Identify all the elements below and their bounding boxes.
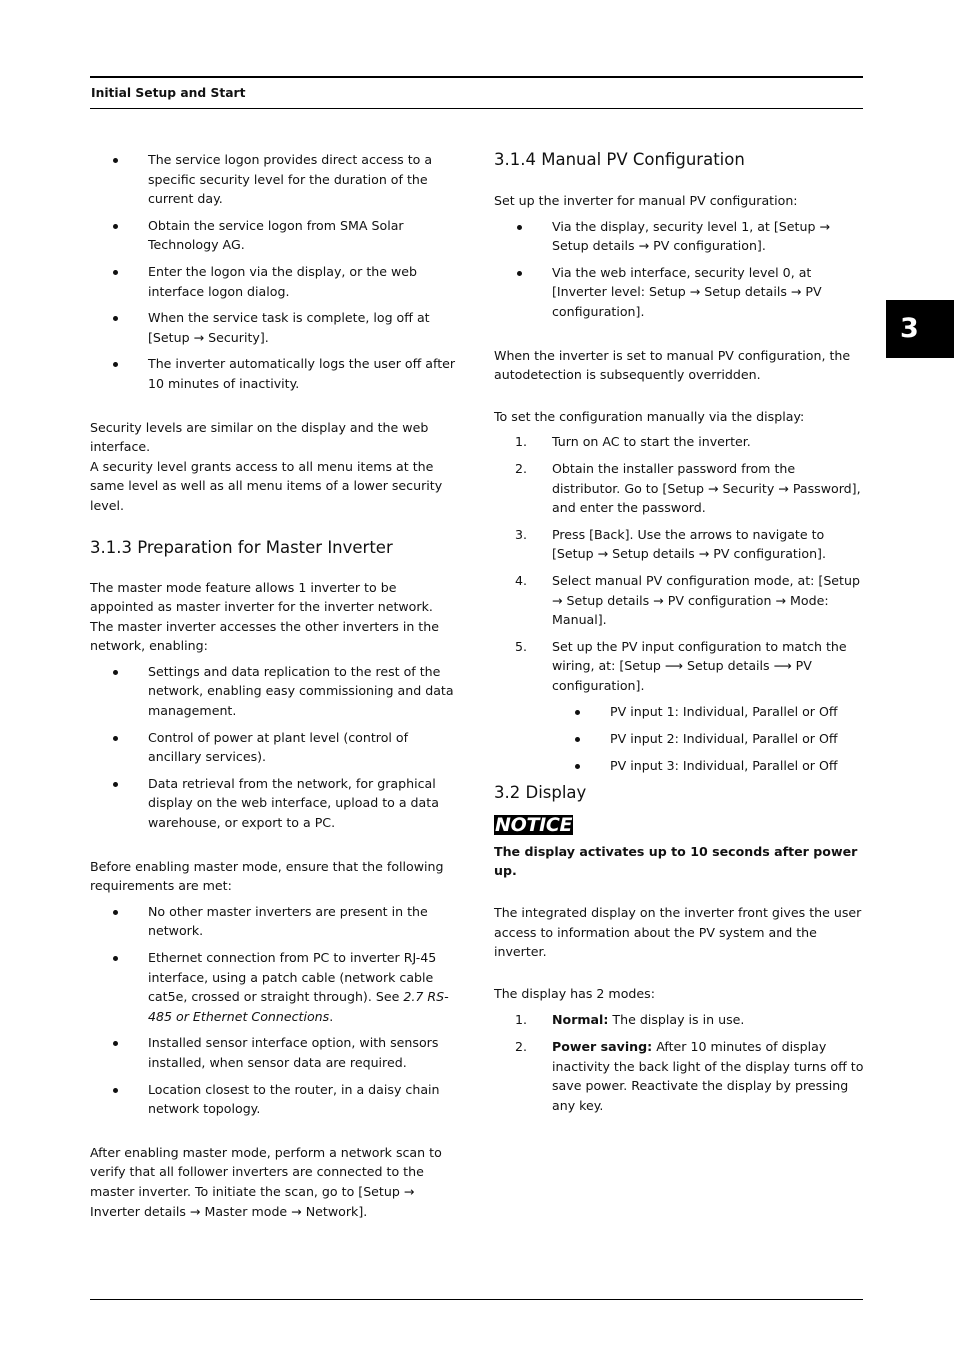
header-top-rule (90, 76, 863, 78)
list-item: PV input 1: Individual, Parallel or Off (494, 702, 866, 722)
list-item: 4. Select manual PV configuration mode, at: [Setup → Setup details → PV configuration → Mode: Manual]. (515, 572, 860, 628)
network-scan-paragraph: After enabling master mode, perform a network scan to verify that all follower inverters are connected to the master inverter. To initiate the scan, go to [Setup → Inverter details → Master mode → Network]. (90, 1144, 442, 1219)
list-item: The inverter automatically logs the user off after 10 minutes of inactivity. (90, 354, 462, 393)
bullet-icon (113, 316, 118, 321)
notice-label: NOTICE (495, 814, 573, 837)
service-logon-list (90, 150, 462, 394)
right-column (494, 149, 866, 1122)
list-item: 1. Turn on AC to start the inverter. (515, 434, 751, 450)
bullet-icon (113, 670, 118, 675)
bullet-icon (113, 362, 118, 367)
master-intro-paragraph: The master mode feature allows 1 inverter to be appointed as master inverter for the inverter network. (90, 579, 433, 615)
list-item: Via the display, security level 1, at [Setup → Setup details → PV configuration]. (494, 217, 866, 256)
section-heading-3-1-4: 3.1.4 Manual PV Configuration (494, 150, 745, 169)
bullet-icon (517, 271, 522, 276)
list-item: 2. Obtain the installer password from the distributor. Go to [Setup → Security → Password], and enter the password. (515, 460, 861, 516)
list-item: Via the web interface, security level 0, at [Inverter level: Setup → Setup details → PV configuration]. (494, 263, 866, 322)
display-modes-intro: The display has 2 modes: (494, 985, 655, 1001)
pv-input-list (494, 702, 866, 775)
list-item: The service logon provides direct access to a specific security level for the duration of the current day. (90, 150, 462, 209)
cross-reference-link[interactable]: 2.7 RS-485 or Ethernet Connections (148, 989, 449, 1024)
security-paragraph: Security levels are similar on the display and the web interface. (90, 419, 429, 455)
bullet-icon (113, 158, 118, 163)
left-column (90, 150, 462, 1221)
list-item: Data retrieval from the network, for graphical display on the web interface, upload to a data warehouse, or export to a PC. (90, 774, 462, 833)
requirements-list (90, 902, 462, 1119)
manual-pv-intro: Set up the inverter for manual PV configuration: (494, 193, 798, 208)
footer-rule (90, 1299, 863, 1300)
security-paragraph: A security level grants access to all menu items at the same level as well as all menu items of a lower security level. (90, 458, 443, 513)
bullet-icon (575, 737, 580, 742)
list-item: Control of power at plant level (control of ancillary services). (90, 728, 462, 767)
list-item: 2. Power saving: After 10 minutes of display inactivity the back light of the display turns off to save power. Reactivate the display by pressing any key. (515, 1039, 864, 1113)
list-item: Ethernet connection from PC to inverter RJ-45 interface, using a patch cable (network cable cat5e, crossed or straight through). See 2.7 RS-485 or Ethernet Connections. (90, 948, 462, 1026)
bullet-icon (575, 710, 580, 715)
bullet-icon (113, 270, 118, 275)
master-intro-paragraph: The master inverter accesses the other inverters in the network, enabling: (90, 618, 439, 654)
list-item: No other master inverters are present in the network. (90, 902, 462, 941)
list-item: 5. Set up the PV input configuration to match the wiring, at: [Setup ⟶ Setup details ⟶ PV configuration]. (515, 638, 847, 693)
bullet-icon (113, 956, 118, 961)
list-item: Settings and data replication to the rest of the network, enabling easy commissioning and data management. (90, 662, 462, 721)
list-item: Location closest to the router, in a daisy chain network topology. (90, 1080, 462, 1119)
display-modes-list (494, 1010, 866, 1115)
master-features-list (90, 662, 462, 833)
manual-steps-list (494, 432, 866, 695)
header-bottom-rule (90, 108, 863, 109)
bullet-icon (113, 1088, 118, 1093)
notice-text: The display activates up to 10 seconds after power up. (494, 843, 858, 879)
bullet-icon (113, 224, 118, 229)
list-item: When the service task is complete, log off at [Setup → Security]. (90, 308, 462, 347)
running-header: Initial Setup and Start (91, 86, 246, 100)
bullet-icon (113, 782, 118, 787)
list-item: Enter the logon via the display, or the web interface logon dialog. (90, 262, 462, 301)
list-item: PV input 2: Individual, Parallel or Off (494, 729, 866, 749)
bullet-icon (113, 736, 118, 741)
section-heading-3-2: 3.2 Display (494, 783, 587, 803)
requirements-intro: Before enabling master mode, ensure that the following requirements are met: (90, 858, 444, 894)
list-item: Installed sensor interface option, with sensors installed, when sensor data are required. (90, 1033, 462, 1072)
list-item: 1. Normal: The display is in use. (515, 1012, 745, 1028)
section-heading-3-1-3: 3.1.3 Preparation for Master Inverter (90, 537, 393, 557)
chapter-tab: 3 (886, 300, 954, 358)
bullet-icon (575, 764, 580, 769)
bullet-icon (113, 910, 118, 915)
list-item: 3. Press [Back]. Use the arrows to navigate to [Setup → Setup details → PV configuration]. (515, 526, 826, 562)
manual-pv-access-list (494, 217, 866, 322)
bullet-icon (517, 225, 522, 230)
display-description: The integrated display on the inverter front gives the user access to information about the PV system and the inverter. (494, 905, 862, 960)
manual-steps-intro: To set the configuration manually via the display: (494, 408, 805, 424)
list-item: PV input 3: Individual, Parallel or Off (494, 756, 866, 776)
bullet-icon (113, 1041, 118, 1046)
override-paragraph: When the inverter is set to manual PV configuration, the autodetection is subsequently overridden. (494, 347, 851, 383)
list-item: Obtain the service logon from SMA Solar Technology AG. (90, 216, 462, 255)
